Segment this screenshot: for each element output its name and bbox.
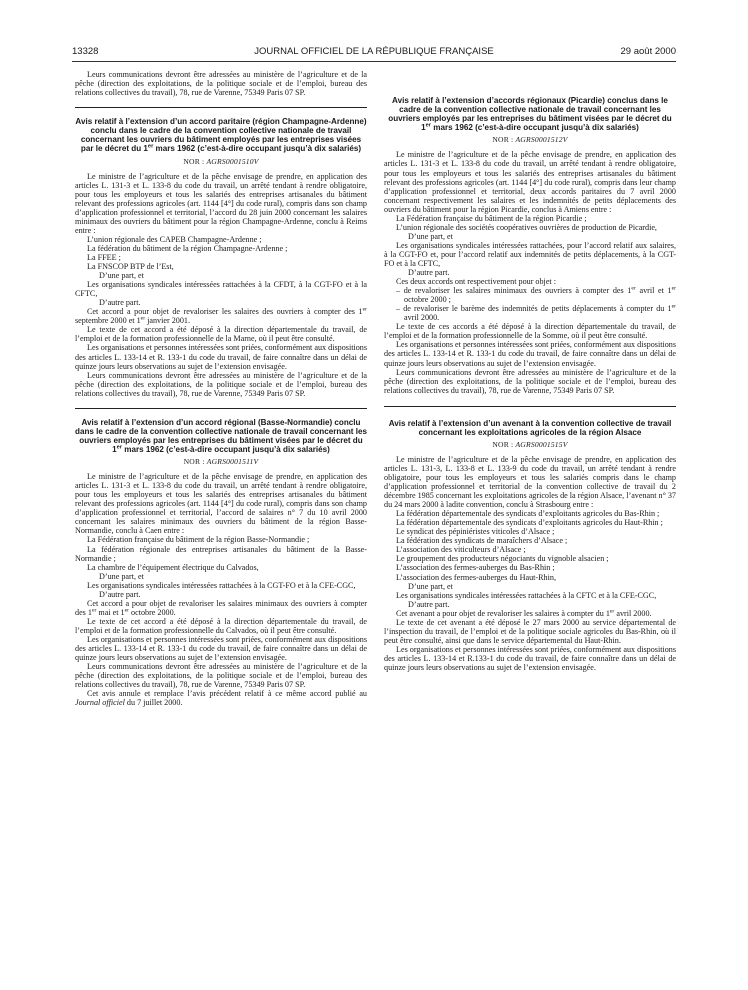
dash-item: – de revaloriser les salaires minimaux des ouvriers à compter des 1er avril et 1er octobre 2000 ; bbox=[396, 285, 676, 305]
list-item: L’association des viticulteurs d’Alsace ; bbox=[396, 545, 526, 555]
list-item: L’association des fermes-auberges du Haut-Rhin, bbox=[396, 572, 556, 582]
paragraph: Leurs communications devront être adressées au ministère de l’agriculture et de la pêche (direction des exploitations, de la politique sociale et de l’emploi, bureau des relations collectives du travail), 78, rue de Varenne, 75349 Paris 07 SP. bbox=[75, 662, 367, 690]
paragraph: Le ministre de l’agriculture et de la pêche envisage de prendre, en application des articles L. 131-3 et L. 133-8 du code du travail, un arrêté tendant à rendre obligatoire, pour tous les employeurs et tous les salariés des entreprises artisanales du bâtiment relevant des professions agricoles (art. 1144 [4°] du code rural), compris dans son champ d’application professionnel et territorial, l’accord de salaires n° 7 du 10 avril 2000 concernant les salaires minimaux des ouvriers du bâtiment de la région Basse-Normandie, conclu à Caen entre : bbox=[75, 472, 367, 536]
paragraph: Leurs communications devront être adressées au ministère de l’agriculture et de la pêche (direction des exploitations, de la politique sociale et de l’emploi, bureau des relations collectives du travail), 78, rue de Varenne, 75349 Paris 07 SP. bbox=[75, 370, 367, 398]
list-item: D’une part, et bbox=[99, 271, 144, 281]
list-item: D’une part, et bbox=[408, 581, 453, 591]
list-item: La FNSCOP BTP de l’Est, bbox=[87, 262, 174, 272]
right-column bbox=[384, 96, 676, 672]
list-item: La Fédération française du bâtiment de la région Basse-Normandie ; bbox=[87, 535, 310, 545]
journal-title: JOURNAL OFFICIEL DE LA RÉPUBLIQUE FRANÇAISE bbox=[254, 46, 494, 57]
list-item: L’association des fermes-auberges du Bas-Rhin ; bbox=[396, 563, 555, 573]
list-item: La Fédération française du bâtiment de la région Picardie ; bbox=[396, 213, 587, 223]
list-item: Les organisations syndicales intéressées rattachées, pour l’accord relatif aux salaires, à la CGT-FO et, pour l’accord relatif aux indemnités de petits déplacements, à la CGT-FO et à la CFTC, bbox=[384, 240, 676, 268]
list-item: Le syndicat des pépiniéristes viticoles d’Alsace ; bbox=[396, 527, 555, 537]
paragraph: Les organisations et personnes intéressées sont priées, conformément aux dispositions des articles L. 133-14 et R. 133-1 du code du travail, de faire connaître dans un délai de quinze jours leurs observations au sujet de l’extension envisagée. bbox=[384, 340, 676, 368]
list-item: L’union régionale des CAPEB Champagne-Ardenne ; bbox=[87, 234, 262, 244]
paragraph: Les organisations et personnes intéressées sont priées, conformément aux dispositions des articles L. 133-14 et R. 133-1 du code du travail, de faire connaître dans un délai de quinze jours leurs observations au sujet de l’extension envisagée. bbox=[75, 343, 367, 371]
list-item: D’autre part. bbox=[408, 268, 450, 278]
notice-title: Avis relatif à l’extension d’un avenant à la convention collective de travail concernant les exploitations agricoles de la région Alsace bbox=[388, 418, 672, 437]
section-divider bbox=[75, 408, 367, 409]
list-item: Les organisations syndicales intéressées rattachées à la CFDT, à la CGT-FO et à la CFTC, bbox=[75, 280, 367, 299]
section-divider bbox=[384, 406, 676, 407]
list-item: La fédération du bâtiment de la région Champagne-Ardenne ; bbox=[87, 243, 288, 253]
left-column bbox=[75, 70, 367, 707]
paragraph: Le texte de cet accord a été déposé à la direction départementale du travail, de l’emploi et de la formation professionnelle de la Marne, où il peut être consulté. bbox=[75, 325, 367, 344]
list-item: Les organisations syndicales intéressées rattachées à la CFTC et à la CFE-CGC, bbox=[396, 590, 657, 600]
paragraph: Les organisations et personnes intéressées sont priées, conformément aux dispositions des articles L. 133-14 et R.133-1 du code du travail, de faire connaître dans un délai de quinze jours leurs observations au sujet de l’extension envisagée. bbox=[384, 644, 676, 672]
list-item: La FFEE ; bbox=[87, 252, 121, 262]
notice-title: Avis relatif à l’extension d’accords régionaux (Picardie) conclus dans le cadre de la convention collective nationale de travail concernant les ouvriers employés par les entreprises du bâtiment visées par le décret du 1er mars 1962 (c’est-à-dire occupant jusqu’à dix salariés) bbox=[388, 96, 672, 133]
list-item: D’une part, et bbox=[408, 231, 453, 241]
paragraph: Ces deux accords ont respectivement pour objet : bbox=[396, 277, 556, 287]
nor-reference: NOR : AGRS0001515V bbox=[492, 439, 568, 449]
nor-reference: NOR : AGRS0001511V bbox=[183, 457, 259, 467]
list-item: La fédération départementale des syndicats d’exploitants agricoles du Haut-Rhin ; bbox=[396, 518, 663, 528]
section-divider bbox=[75, 107, 367, 108]
journal-reference: Journal officiel bbox=[75, 698, 125, 708]
paragraph: Cet accord a pour objet de revaloriser les salaires minimaux des ouvriers à compter des 1er mai et 1er octobre 2000. bbox=[75, 598, 367, 617]
paragraph: Cet accord a pour objet de revaloriser les salaires des ouvriers à compter des 1er septembre 2000 et 1er janvier 2001. bbox=[75, 306, 367, 326]
paragraph: Leurs communications devront être adressées au ministère de l’agriculture et de la pêche (direction des exploitations, de la politique sociale et de l’emploi, bureau des relations collectives du travail), 78, rue de Varenne, 75349 Paris 07 SP. bbox=[75, 70, 367, 98]
list-item: L’union régionale des sociétés coopératives ouvrières de production de Picardie, bbox=[396, 222, 657, 232]
list-item: Les organisations syndicales intéressées rattachées à la CGT-FO et à la CFE-CGC, bbox=[87, 580, 356, 590]
list-item: D’autre part. bbox=[99, 298, 141, 308]
nor-reference: NOR : AGRS0001510V bbox=[183, 156, 259, 166]
list-item: La chambre de l’équipement électrique du Calvados, bbox=[87, 562, 259, 572]
paragraph: Cet avis annule et remplace l’avis précédent relatif à ce même accord publié au Journal officiel du 7 juillet 2000. bbox=[75, 689, 367, 708]
paragraph: Leurs communications devront être adressées au ministère de l’agriculture et de la pêche (direction des exploitations, de la politique sociale et de l’emploi, bureau des relations collectives du travail), 78, rue de Varenne, 75349 Paris 07 SP. bbox=[384, 367, 676, 395]
list-item: D’autre part. bbox=[408, 599, 450, 609]
list-item: D’autre part. bbox=[99, 589, 141, 599]
header-rule bbox=[72, 61, 676, 62]
publication-date: 29 août 2000 bbox=[620, 46, 676, 57]
dash-item: – de revaloriser le barème des indemnités de petits déplacements à compter du 1er avril 2000. bbox=[396, 303, 676, 323]
list-item: Le groupement des producteurs négociants du vignoble alsacien ; bbox=[396, 554, 609, 564]
notice-title: Avis relatif à l’extension d’un accord régional (Basse-Normandie) conclu dans le cadre de la convention collective nationale de travail concernant les ouvriers employés par les entreprises du bâtiment visées par le décret du 1er mars 1962 (c’est-à-dire occupant jusqu’à dix salariés) bbox=[75, 417, 367, 455]
page-number: 13328 bbox=[72, 46, 99, 57]
paragraph: Les organisations et personnes intéressées sont priées, conformément aux dispositions des articles L. 133-14 et R. 133-1 du code du travail, de faire connaître dans un délai de quinze jours leurs observations au sujet de l’extension envisagée. bbox=[75, 635, 367, 663]
list-item: La fédération départementale des syndicats d’exploitants agricoles du Bas-Rhin ; bbox=[396, 509, 660, 519]
paragraph: Le texte de cet avenant a été déposé le 27 mars 2000 au service départemental de l’inspection du travail, de l’emploi et de la politique sociale agricoles du Bas-Rhin, où il peut être consulté, ainsi que dans le service départemental du Haut-Rhin. bbox=[384, 617, 676, 645]
paragraph: Cet avenant a pour objet de revaloriser les salaires à compter du 1er avril 2000. bbox=[396, 608, 652, 618]
list-item: La fédération des syndicats de maraîchers d’Alsace ; bbox=[396, 536, 568, 546]
paragraph: Le ministre de l’agriculture et de la pêche envisage de prendre, en application des articles L. 131-3 et L. 133-8 du code du travail, un arrêté tendant à rendre obligatoire, pour tous les employeurs et tous les salariés des entreprises artisanales du bâtiment relevant des professions agricoles (art. 1144 [4°] du code rural), compris dans leur champ d’application professionnel et territorial, deux accords paritaires du 7 avril 2000 concernant respectivement les salaires et les indemnités de petits déplacements des ouvriers du bâtiment pour la région Picardie, conclus à Amiens entre : bbox=[384, 150, 676, 214]
paragraph: Le ministre de l’agriculture et de la pêche envisage de prendre, en application des articles L. 131-3 et L. 133-8 du code du travail, un arrêté tendant à rendre obligatoire, pour tous les employeurs et tous les salariés des entreprises artisanales du bâtiment relevant des professions agricoles (art. 1144 [4°] du code rural), compris dans son champ d’application professionnel et territorial, l’accord du 28 juin 2000 concernant les salaires minimaux des ouvriers du bâtiment pour la région Champagne-Ardenne, conclu à Reims entre : bbox=[75, 171, 367, 235]
list-item: La fédération régionale des entreprises artisanales du bâtiment de la Basse-Normandie ; bbox=[75, 544, 367, 563]
paragraph: Le texte de ces accords a été déposé à la direction départementale du travail, de l’emploi et de la formation professionnelle de la Somme, où il peut être consulté. bbox=[384, 322, 676, 341]
list-item: D’une part, et bbox=[99, 571, 144, 581]
paragraph: Le texte de cet accord a été déposé à la direction départementale du travail, de l’emploi et de la formation professionnelle du Calvados, où il peut être consulté. bbox=[75, 616, 367, 635]
nor-reference: NOR : AGRS0001512V bbox=[492, 135, 568, 145]
paragraph: Le ministre de l’agriculture et de la pêche envisage de prendre, en application des articles L. 131-3, L. 133-8 et L. 133-9 du code du travail, un arrêté tendant à rendre obligatoire, pour tous les employeurs et tous les salariés compris dans le champ d’application professionnel et territorial de la convention collective de travail du 2 décembre 1985 concernant les exploitations agricoles de la région Alsace, l’avenant n° 37 du 24 mars 2000 à ladite convention, conclu à Strasbourg entre : bbox=[384, 454, 676, 510]
notice-title: Avis relatif à l’extension d’un accord paritaire (région Champagne-Ardenne) conclu dans le cadre de la convention collective nationale de travail concernant les ouvriers du bâtiment employés par les entreprises visées par le décret du 1er mars 1962 (c’est-à-dire occupant jusqu’à dix salariés) bbox=[75, 117, 367, 154]
page-header bbox=[72, 46, 676, 60]
